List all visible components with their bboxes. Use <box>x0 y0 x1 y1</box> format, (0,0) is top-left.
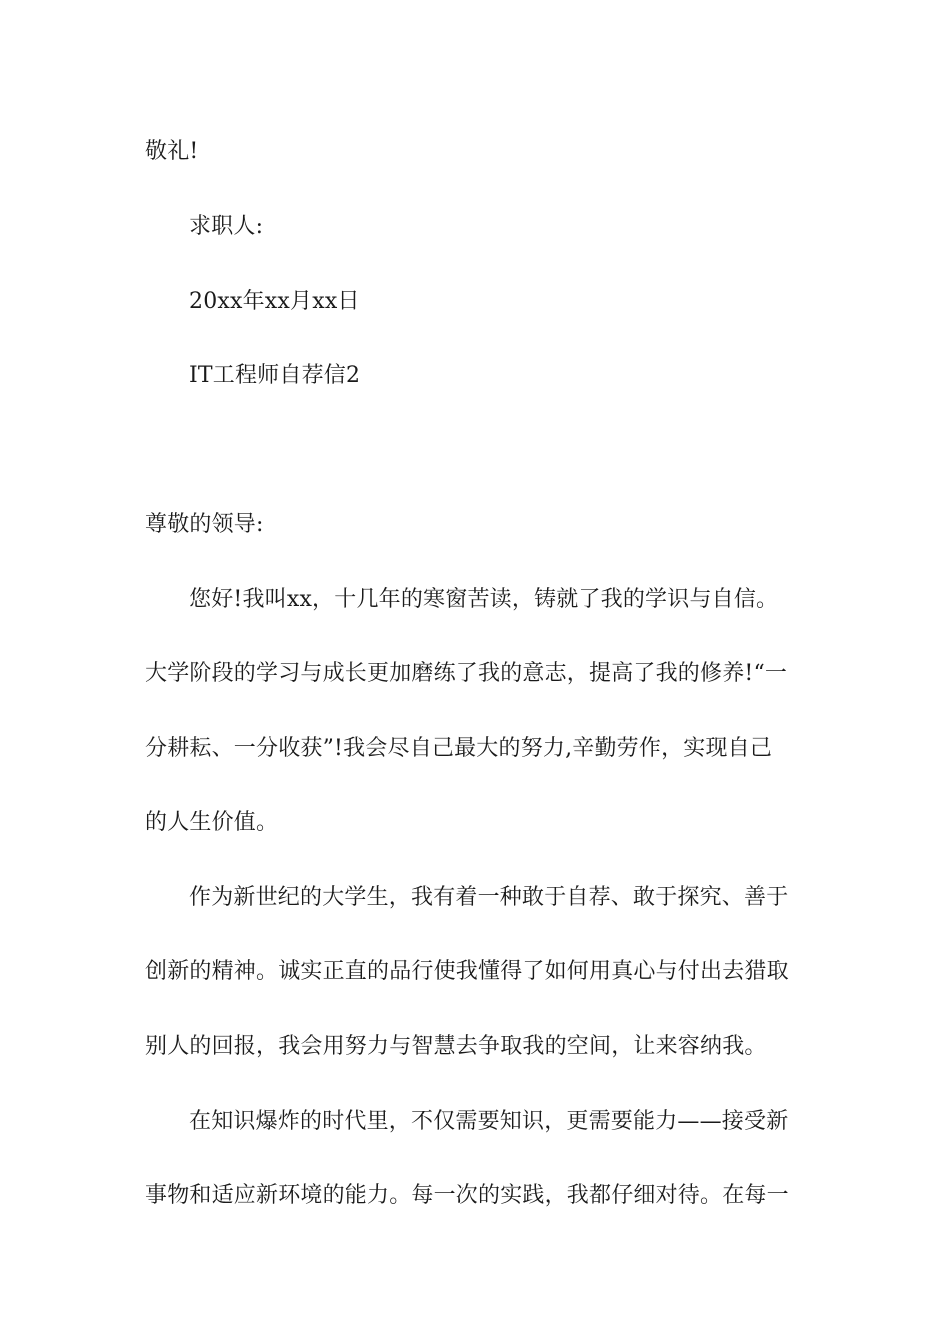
paragraph-1-line-3: 分耕耘、一分收获”!我会尽自己最大的努力,辛勤劳作，实现自己 <box>145 736 773 761</box>
paragraph-2-line-2: 创新的精神。诚实正直的品行使我懂得了如何用真心与付出去猎取 <box>145 959 789 984</box>
paragraph-1-line-2: 大学阶段的学习与成长更加磨练了我的意志，提高了我的修养!“一 <box>145 661 788 686</box>
paragraph-1-line-4: 的人生价值。 <box>145 810 279 835</box>
paragraph-3-line-2: 事物和适应新环境的能力。每一次的实践，我都仔细对待。在每一 <box>145 1183 789 1208</box>
paragraph-2-line-1: 作为新世纪的大学生，我有着一种敢于自荐、敢于探究、善于 <box>189 885 789 910</box>
closing-text: 敬礼! <box>145 139 199 164</box>
signature-label: 求职人: <box>189 214 264 239</box>
paragraph-2-line-3: 别人的回报，我会用努力与智慧去争取我的空间，让来容纳我。 <box>145 1034 767 1059</box>
paragraph-3-line-1: 在知识爆炸的时代里，不仅需要知识，更需要能力——接受新 <box>189 1109 789 1134</box>
letter-title: IT工程师自荐信2 <box>189 363 361 388</box>
date-text: 20xx年xx月xx日 <box>189 289 360 314</box>
salutation: 尊敬的领导: <box>145 512 264 537</box>
paragraph-1-line-1: 您好!我叫xx，十几年的寒窗苦读，铸就了我的学识与自信。 <box>189 587 779 612</box>
